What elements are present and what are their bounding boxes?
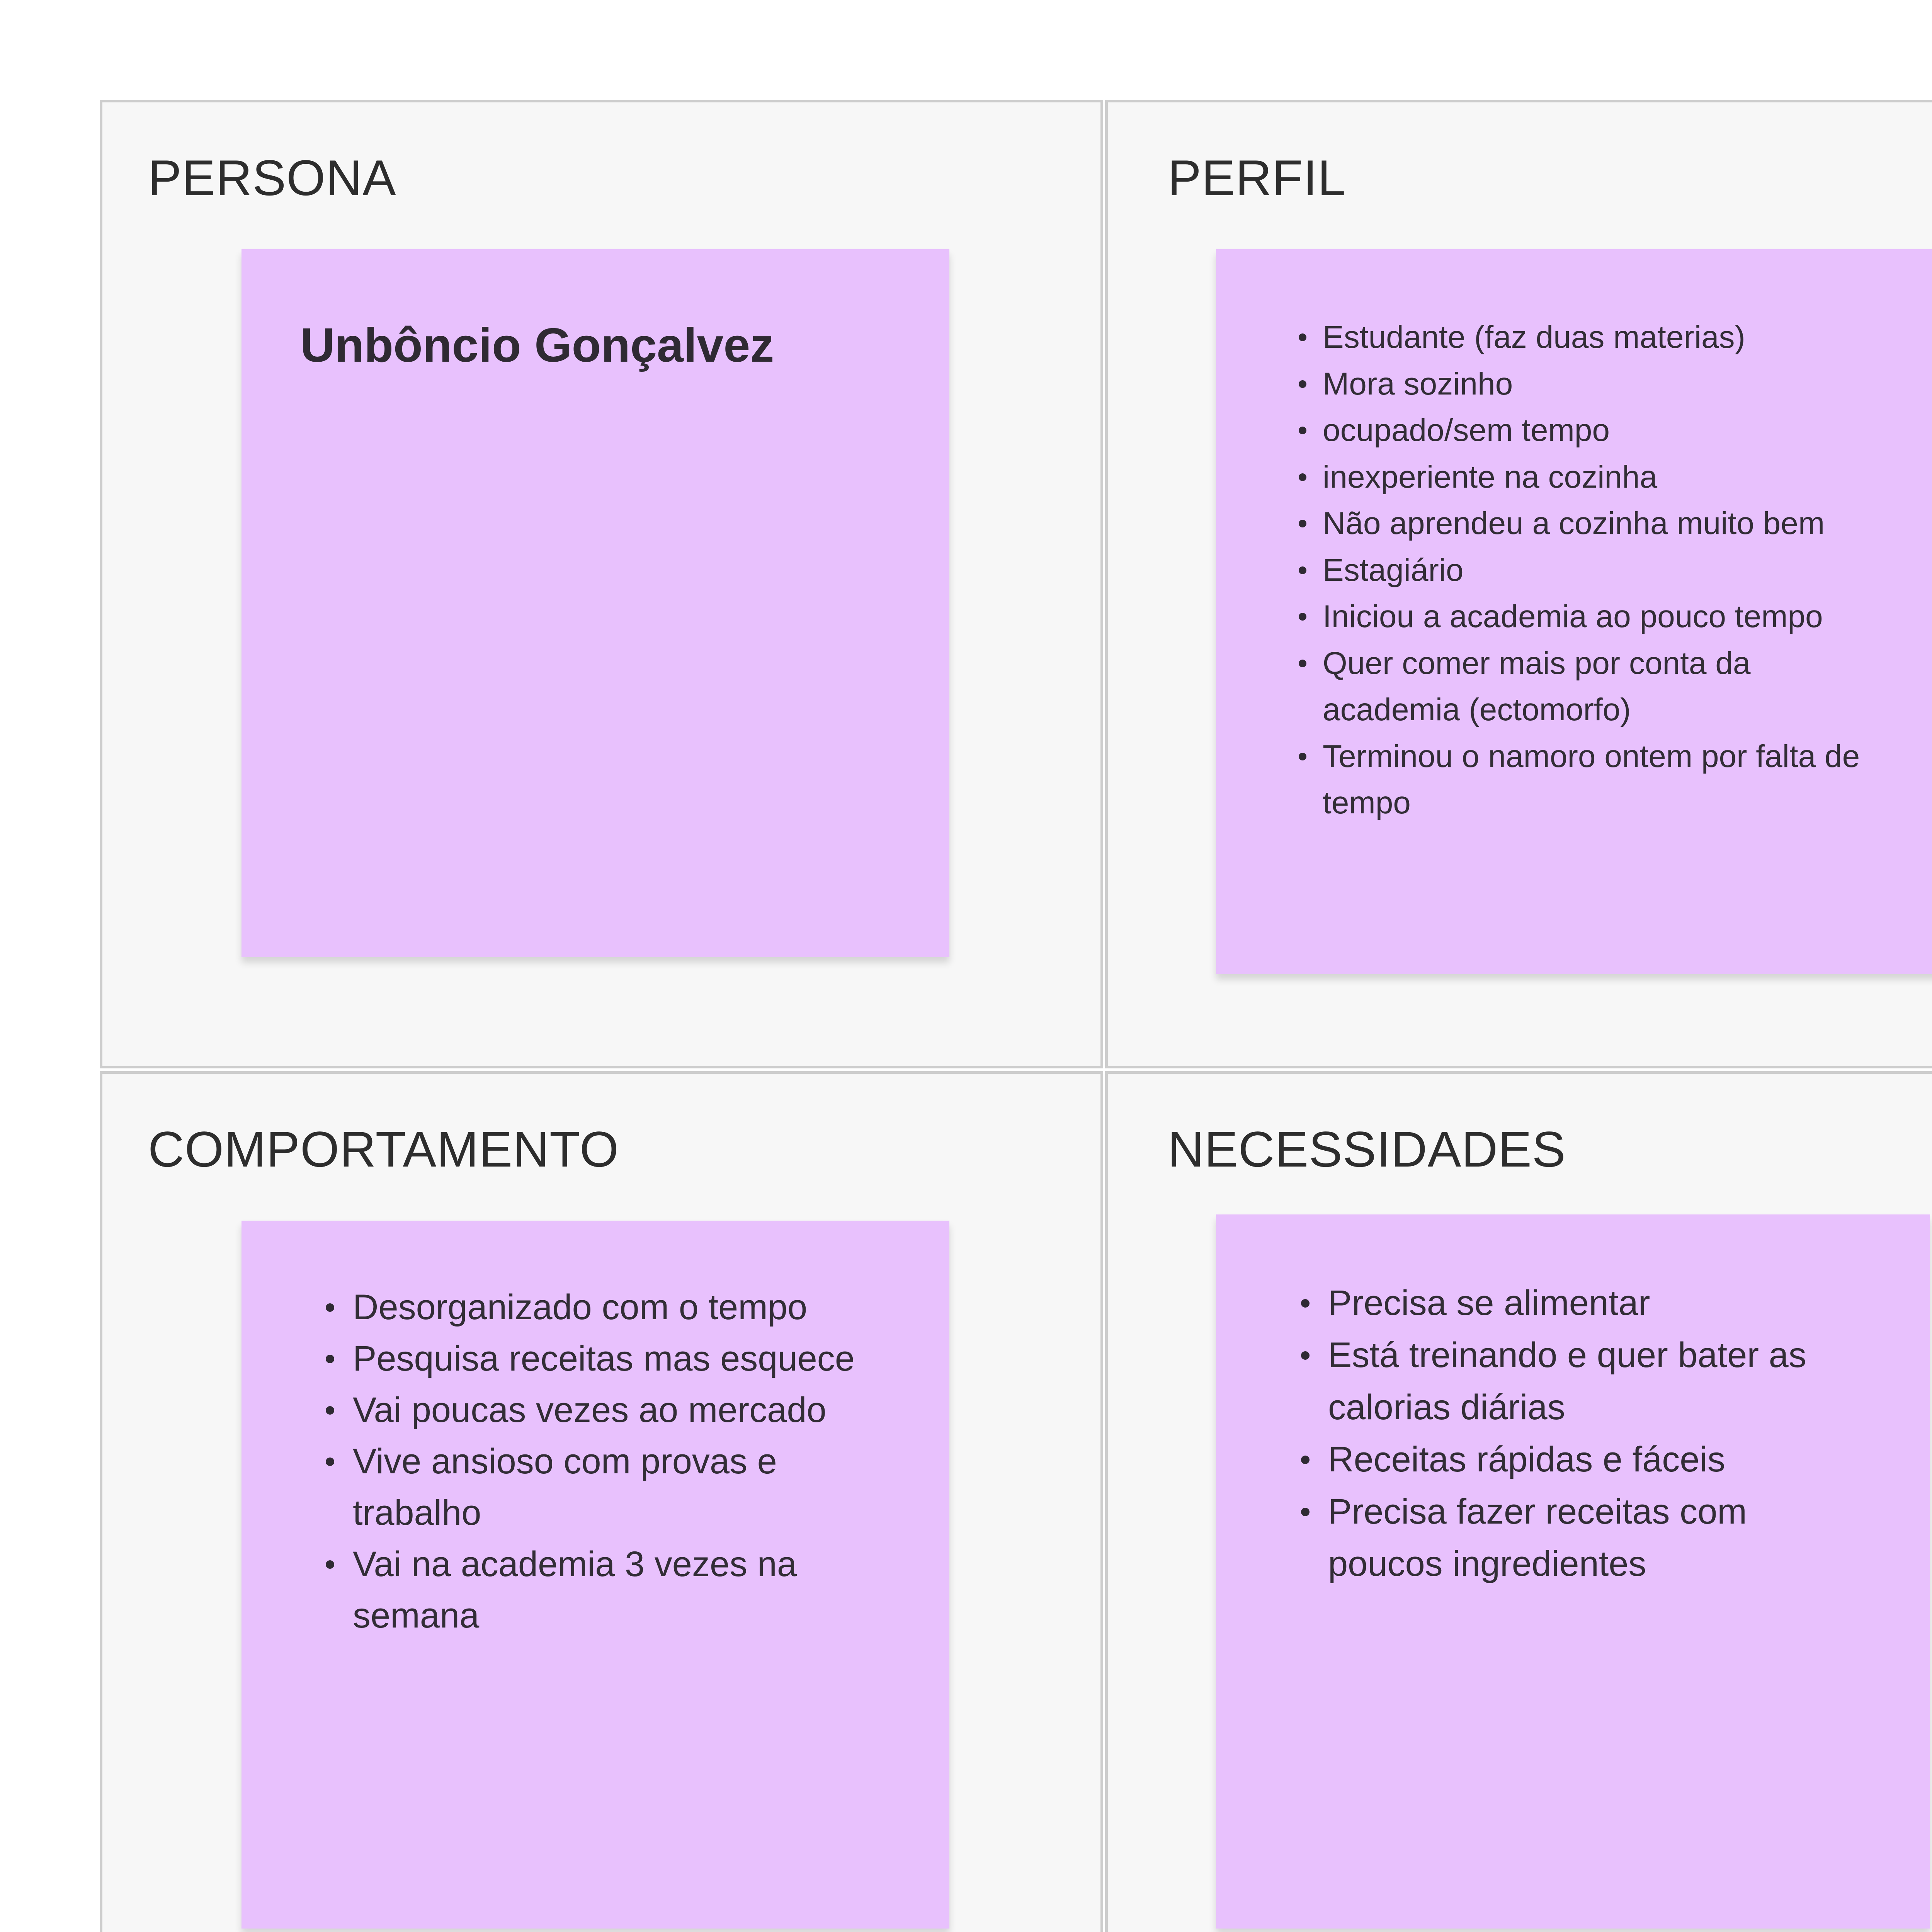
list-item: Quer comer mais por conta da academia (ectomorfo) [1323, 640, 1786, 733]
list-item: Desorganizado com o tempo [353, 1282, 925, 1333]
list-item: Estudante (faz duas materias) [1323, 314, 1910, 361]
comportamento-section[interactable] [100, 1071, 1103, 1932]
perfil-list [1323, 314, 1910, 827]
comportamento-section-title: COMPORTAMENTO [148, 1121, 619, 1177]
comportamento-list [353, 1282, 925, 1641]
necessidades-list [1328, 1277, 1908, 1590]
necessidades-sticky-note[interactable] [1216, 1214, 1930, 1929]
list-item: Mora sozinho [1323, 361, 1910, 408]
persona-name: Unbôncio Gonçalvez [300, 319, 774, 372]
list-item: inexperiente na cozinha [1323, 454, 1910, 501]
list-item: Vai poucas vezes ao mercado [353, 1384, 925, 1436]
list-item: Está treinando e quer bater as calorias diárias [1328, 1329, 1869, 1434]
list-item: Iniciou a academia ao pouco tempo [1323, 594, 1910, 640]
list-item: Terminou o namoro ontem por falta de tempo [1323, 733, 1883, 827]
perfil-section-title: PERFIL [1168, 150, 1346, 206]
necessidades-section-title: NECESSIDADES [1168, 1121, 1566, 1177]
persona-section[interactable] [100, 100, 1103, 1068]
perfil-section[interactable] [1105, 100, 1932, 1068]
list-item: Estagiário [1323, 547, 1910, 594]
list-item: Não aprendeu a cozinha muito bem [1323, 500, 1910, 547]
persona-section-title: PERSONA [148, 150, 396, 206]
list-item: Vai na academia 3 vezes na semana [353, 1539, 816, 1641]
list-item: Precisa fazer receitas com poucos ingredientes [1328, 1486, 1811, 1590]
necessidades-section[interactable] [1105, 1071, 1932, 1932]
comportamento-sticky-note[interactable] [242, 1221, 949, 1929]
list-item: Pesquisa receitas mas esquece [353, 1333, 925, 1384]
list-item: Receitas rápidas e fáceis [1328, 1434, 1908, 1486]
persona-sticky-note[interactable] [242, 249, 949, 957]
perfil-sticky-note[interactable] [1216, 249, 1932, 974]
list-item: Precisa se alimentar [1328, 1277, 1908, 1329]
list-item: Vive ansioso com provas e trabalho [353, 1436, 797, 1539]
list-item: ocupado/sem tempo [1323, 407, 1910, 454]
